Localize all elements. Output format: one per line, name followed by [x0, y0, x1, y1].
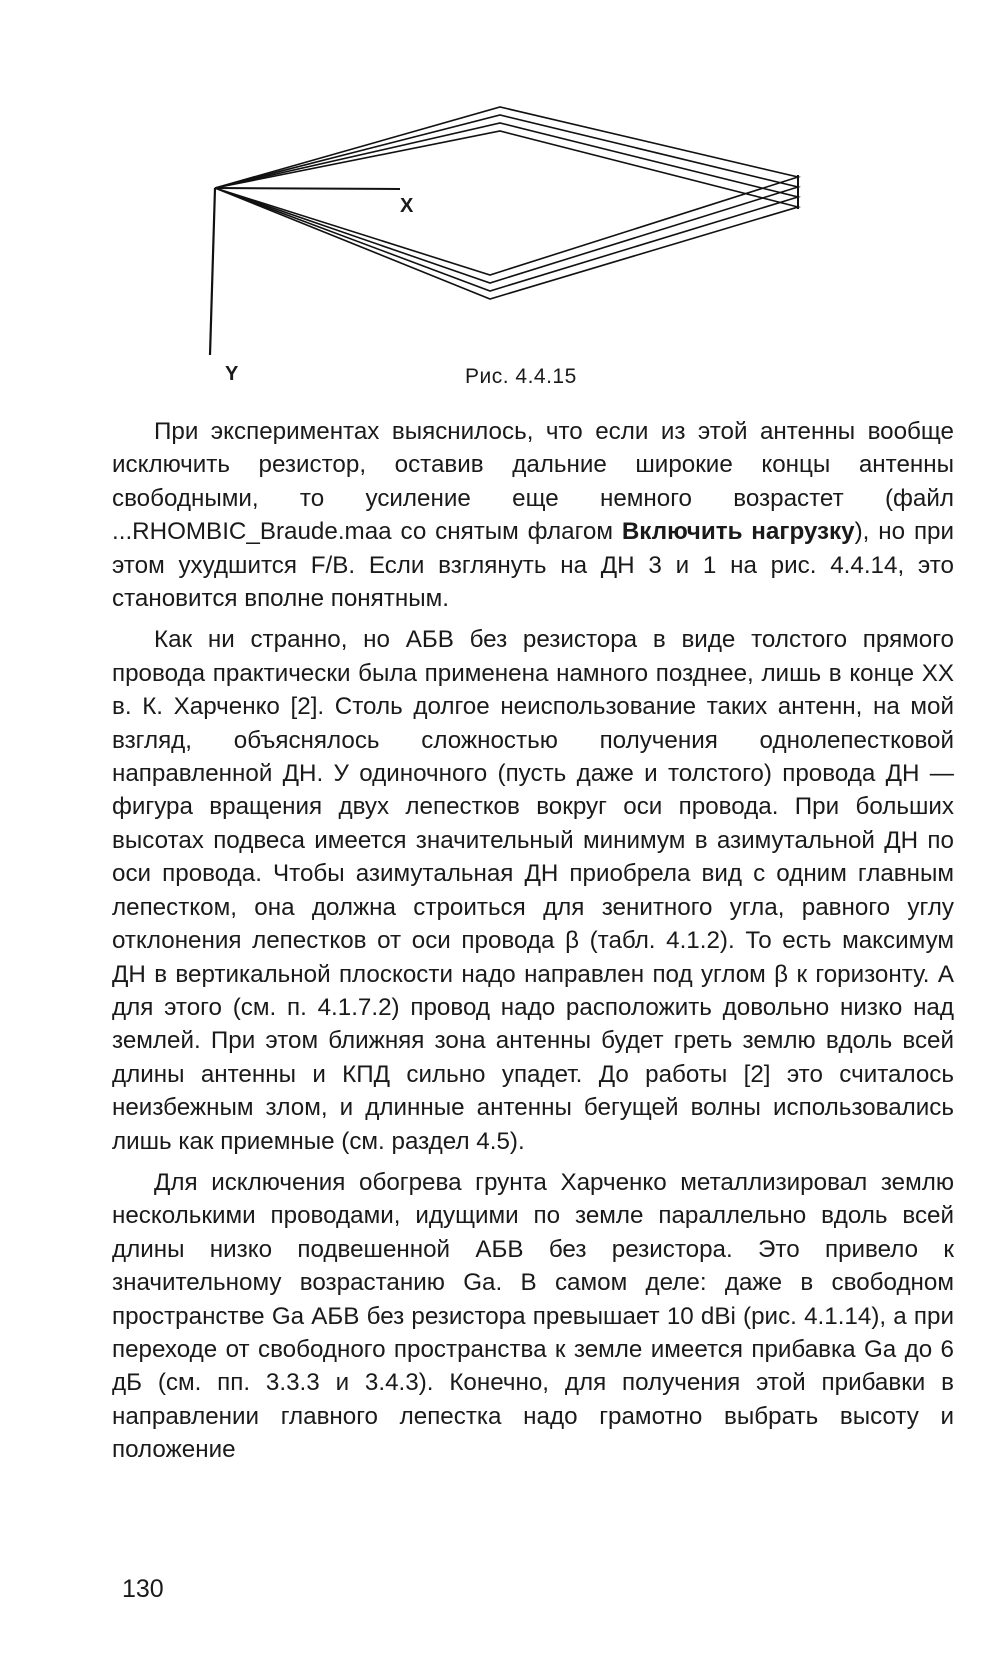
- rhombic-antenna-figure: [180, 85, 880, 405]
- paragraph-1-start: При экспериментах выяснилось, что если из этой антенны вообще исключить резистор, оставив дальние широкие концы антенны свободными, то усиление еще немного возрастет (файл ...RHOMBIC_Braude.maa со снятым флагом: [112, 418, 954, 546]
- paragraph-3: Для исключения обогрева грунта Харченко металлизировал землю несколькими проводами, идущими по земле параллельно вдоль всей длины низко подвешенной АБВ без резистора. Это привело к значительному возрастанию Ga. В самом деле: даже в свободном пространстве Ga АБВ без резистора превышает 10 dBi (рис. 4.1.14), а при переходе от свободного пространства к земле имеется прибавка Ga до 6 дБ (см. пп. 3.3.3 и 3.4.3). Конечно, для получения этой прибавки в направлении главного лепестка надо грамотно выбрать высоту и положение: [112, 1168, 954, 1464]
- body-text: [112, 415, 954, 1475]
- y-axis-label: Y: [225, 363, 239, 385]
- paragraph-1-bold: Включить нагрузку: [621, 518, 855, 546]
- figure-caption: Рис. 4.4.15: [465, 365, 577, 388]
- paragraph-1-end: ), но при этом ухудшится F/B. Если взглянуть на ДН 3 и 1 на рис. 4.4.14, это становится вполне понятным.: [112, 518, 955, 613]
- paragraph-2: Как ни странно, но АБВ без резистора в виде толстого прямого провода практически была применена намного позднее, лишь в конце XX в. К. Харченко [2]. Столь долгое неиспользование таких антенн, на мой взгляд, объяснялось сложностью получения однолепестковой направленной ДН. У одиночного (пусть даже и толстого) провода ДН — фигура вращения двух лепестков вокруг оси провода. При больших высотах подвеса имеется значительный минимум в азимутальной ДН по оси провода. Чтобы азимутальная ДН приобрела вид с одним главным лепестком, она должна строиться для зенитного угла, равного углу отклонения лепестков от оси провода β (табл. 4.1.2). То есть максимум ДН в вертикальной плоскости надо направлен под углом β к горизонту. А для этого (см. п. 4.1.7.2) провод надо расположить довольно низко над землей. При этом ближняя зона антенны будет греть землю вдоль всей длины антенны и КПД сильно упадет. До работы [2] это считалось неизбежным злом, и длинные антенны бегущей волны использовались лишь как приемные (см. раздел 4.5).: [112, 626, 954, 1155]
- x-axis-label: X: [400, 195, 414, 217]
- antenna-drawing: [180, 85, 880, 405]
- x-axis-line: [215, 188, 400, 189]
- paragraph-1: [112, 415, 954, 615]
- rhombus-wires: [215, 107, 798, 299]
- y-axis-line: [210, 188, 215, 355]
- page-number: 130: [122, 1575, 164, 1603]
